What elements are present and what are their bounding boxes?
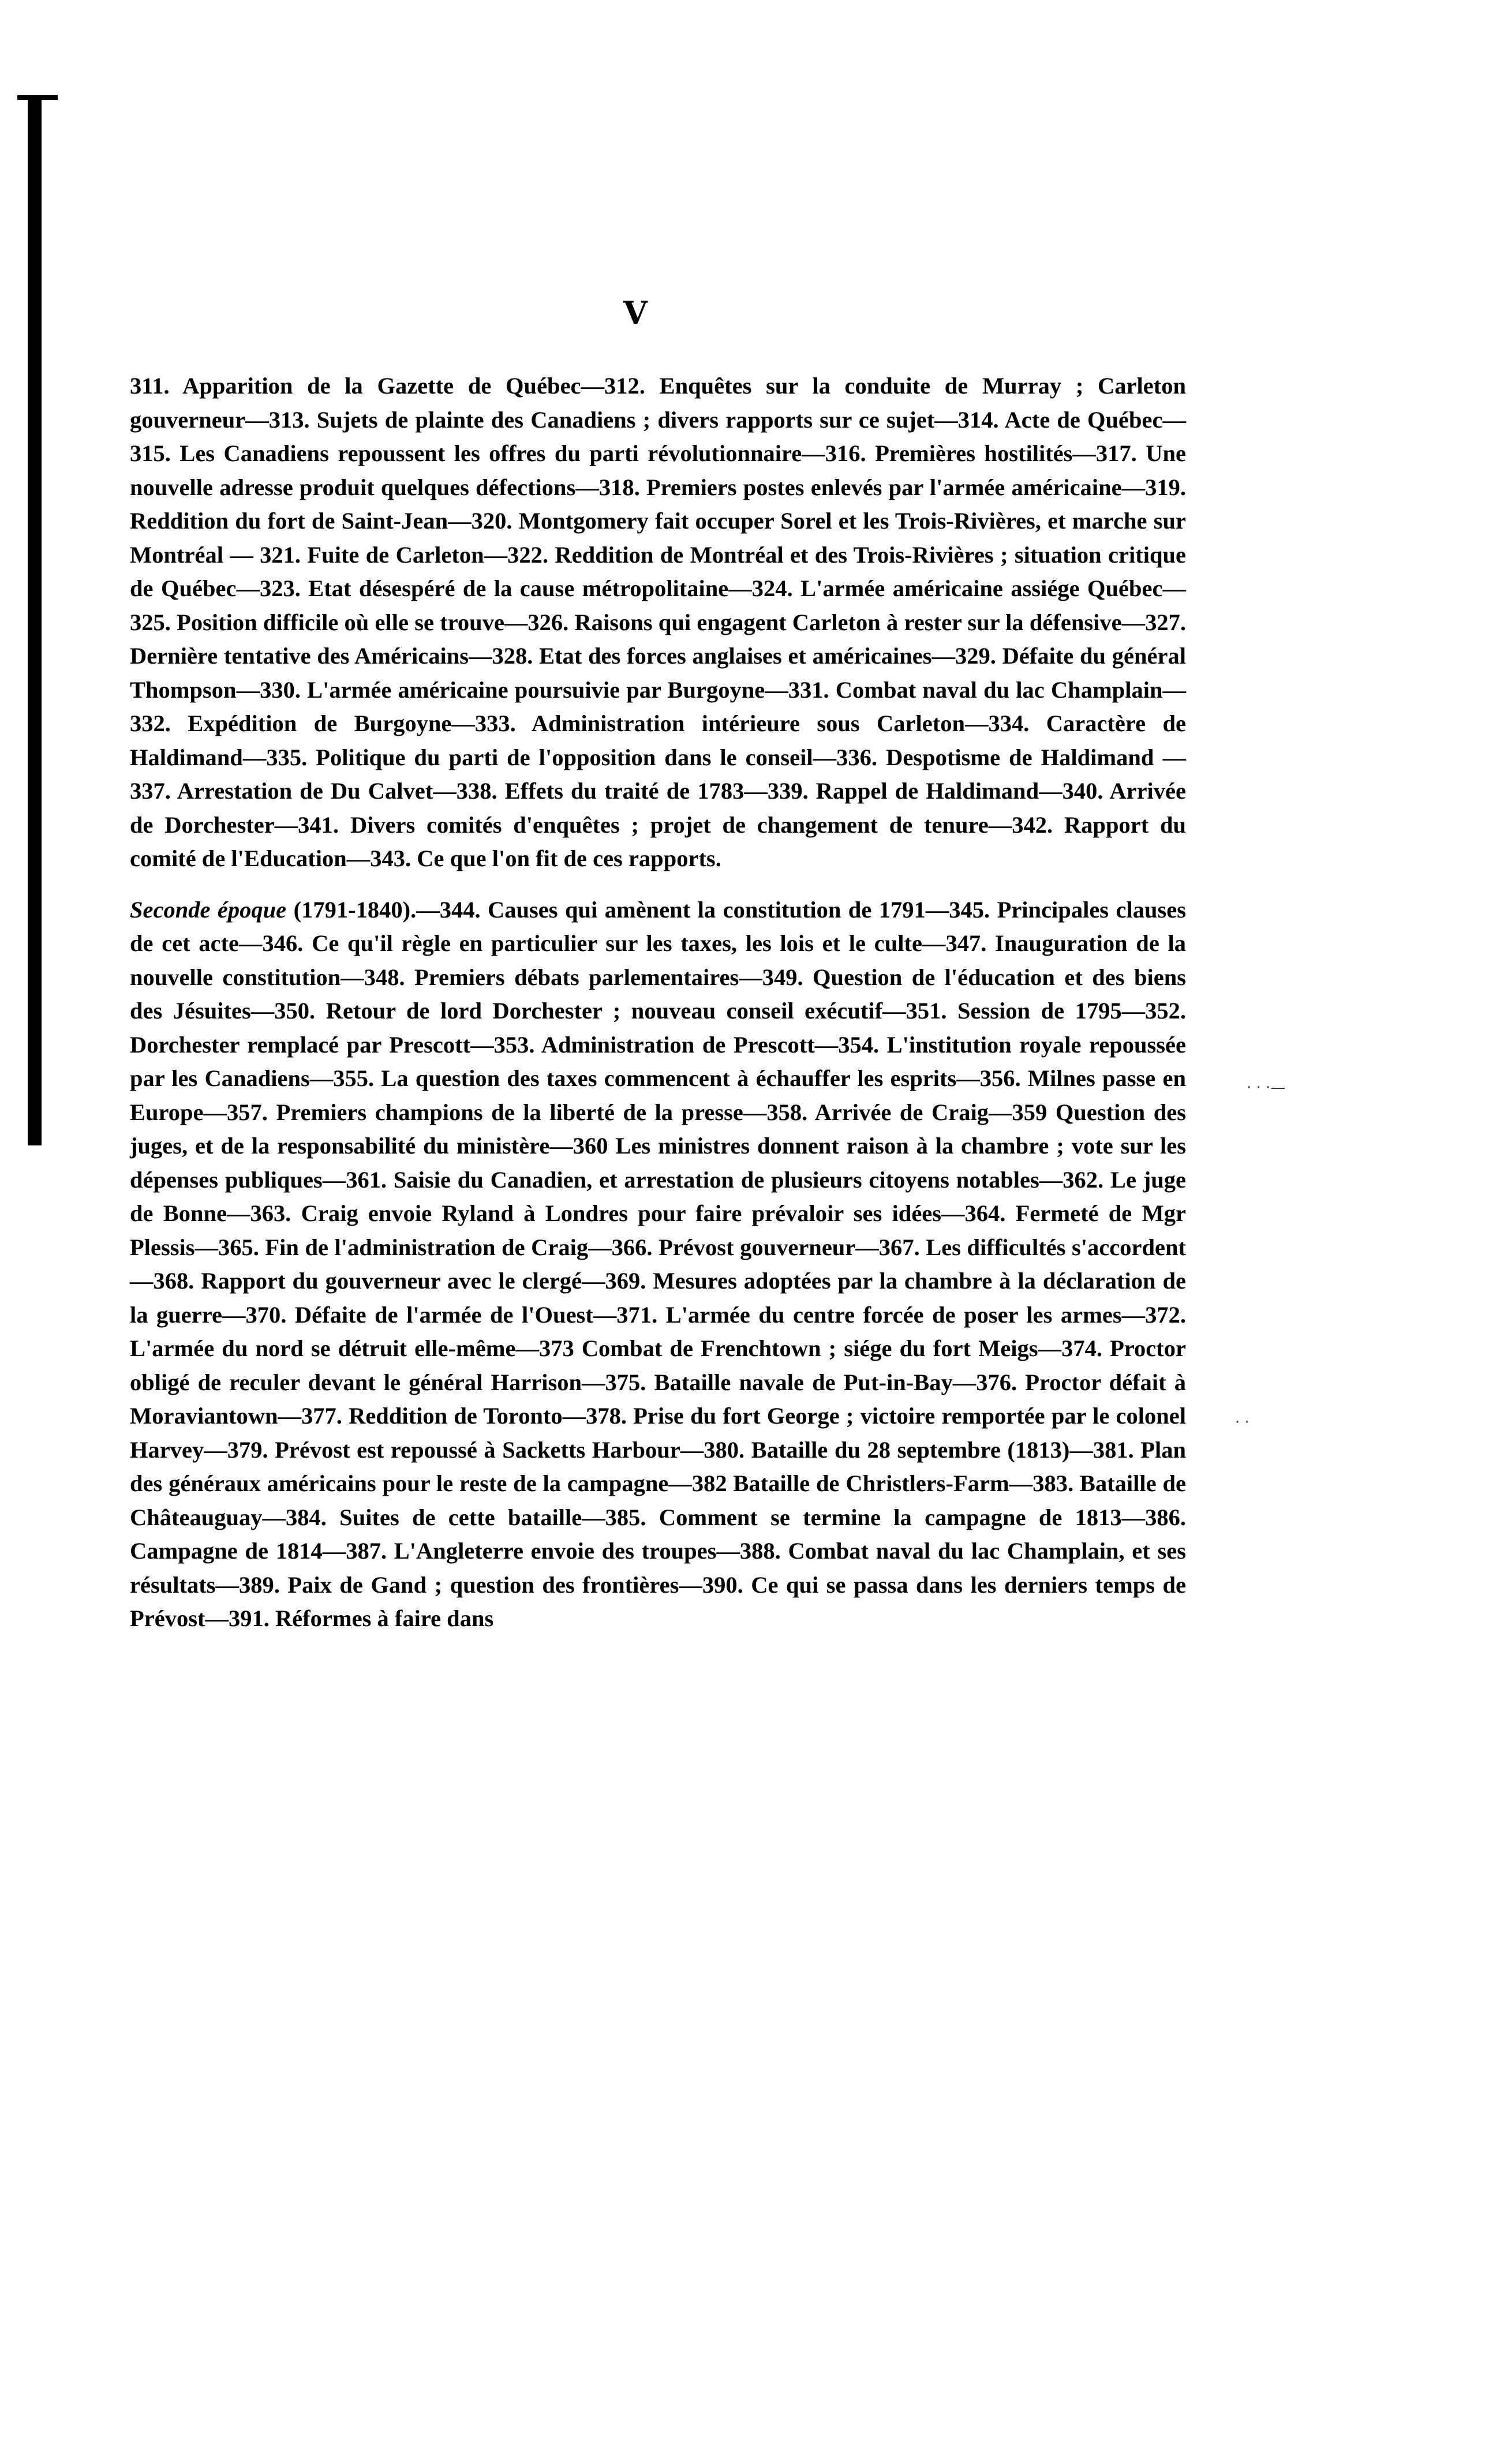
page-content bbox=[130, 369, 1186, 1636]
margin-tick bbox=[17, 95, 58, 100]
margin-bar bbox=[28, 95, 42, 1145]
epoch-label: Seconde époque bbox=[130, 896, 287, 923]
paragraph-1: 311. Apparition de la Gazette de Québec—312. Enquêtes sur la conduite de Murray ; Carleton gouverneur—313. Sujets de plainte des Canadiens ; divers rapports sur ce sujet—314. Acte de Québec—315. Les Canadiens repoussent les offres du parti révolutionnaire—316. Premières hostilités—317. Une nouvelle adresse produit quelques défections—318. Premiers postes enlevés par l'armée américaine—319. Reddition du fort de Saint-Jean—320. Montgomery fait occuper Sorel et les Trois-Rivières, et marche sur Montréal — 321. Fuite de Carleton—322. Reddition de Montréal et des Trois-Rivières ; situation critique de Québec—323. Etat désespéré de la cause métropolitaine—324. L'armée américaine assiége Québec—325. Position difficile où elle se trouve—326. Raisons qui engagent Carleton à rester sur la défensive—327. Dernière tentative des Américains—328. Etat des forces anglaises et américaines—329. Défaite du général Thompson—330. L'armée américaine poursuivie par Burgoyne—331. Combat naval du lac Champlain—332. Expédition de Burgoyne—333. Administration intérieure sous Carleton—334. Caractère de Haldimand—335. Politique du parti de l'opposition dans le conseil—336. Despotisme de Haldimand — 337. Arrestation de Du Calvet—338. Effets du traité de 1783—339. Rappel de Haldimand—340. Arrivée de Dorchester—341. Divers comités d'enquêtes ; projet de changement de tenure—342. Rapport du comité de l'Education—343. Ce que l'on fit de ces rapports. bbox=[130, 373, 1186, 871]
stray-mark: · · bbox=[1235, 1414, 1249, 1431]
paragraph-2-text: (1791-1840).—344. Causes qui amènent la constitution de 1791—345. Principales clauses de cet acte—346. Ce qu'il règle en particulier sur les taxes, les lois et le culte—347. Inauguration de la nouvelle constitution—348. Premiers débats parlementaires—349. Question de l'éducation et des biens des Jésuites—350. Retour de lord Dorchester ; nouveau conseil exécutif—351. Session de 1795—352. Dorchester remplacé par Prescott—353. Administration de Prescott—354. L'institution royale repoussée par les Canadiens—355. La question des taxes commencent à échauffer les esprits—356. Milnes passe en Europe—357. Premiers champions de la liberté de la presse—358. Arrivée de Craig—359 Question des juges, et de la responsabilité du ministère—360 Les ministres donnent raison à la chambre ; vote sur les dépenses publiques—361. Saisie du Canadien, et arrestation de plusieurs citoyens notables—362. Le juge de Bonne—363. Craig envoie Ryland à Londres pour faire prévaloir ses idées—364. Fermeté de Mgr Plessis—365. Fin de l'administration de Craig—366. Prévost gouverneur—367. Les difficultés s'accordent—368. Rapport du gouverneur avec le clergé—369. Mesures adoptées par la chambre à la déclaration de la guerre—370. Défaite de l'armée de l'Ouest—371. L'armée du centre forcée de poser les armes—372. L'armée du nord se détruit elle-même—373 Combat de Frenchtown ; siége du fort Meigs—374. Proctor obligé de reculer devant le général Harrison—375. Bataille navale de Put-in-Bay—376. Proctor défait à Moraviantown—377. Reddition de Toronto—378. Prise du fort George ; victoire remportée par le colonel Harvey—379. Prévost est repoussé à Sacketts Harbour—380. Bataille du 28 septembre (1813)—381. Plan des généraux américains pour le reste de la campagne—382 Bataille de Christlers-Farm—383. Bataille de Châteauguay—384. Suites de cette bataille—385. Comment se termine la campagne de 1813—386. Campagne de 1814—387. L'Angleterre envoie des troupes—388. Combat naval du lac Champlain, et ses résultats—389. Paix de Gand ; question des frontières—390. Ce qui se passa dans les derniers temps de Prévost—391. Réformes à faire dans bbox=[130, 896, 1187, 1631]
paragraph-2 bbox=[130, 893, 1186, 1636]
page-number: V bbox=[623, 294, 649, 331]
stray-mark: · · ·— bbox=[1247, 1079, 1286, 1096]
